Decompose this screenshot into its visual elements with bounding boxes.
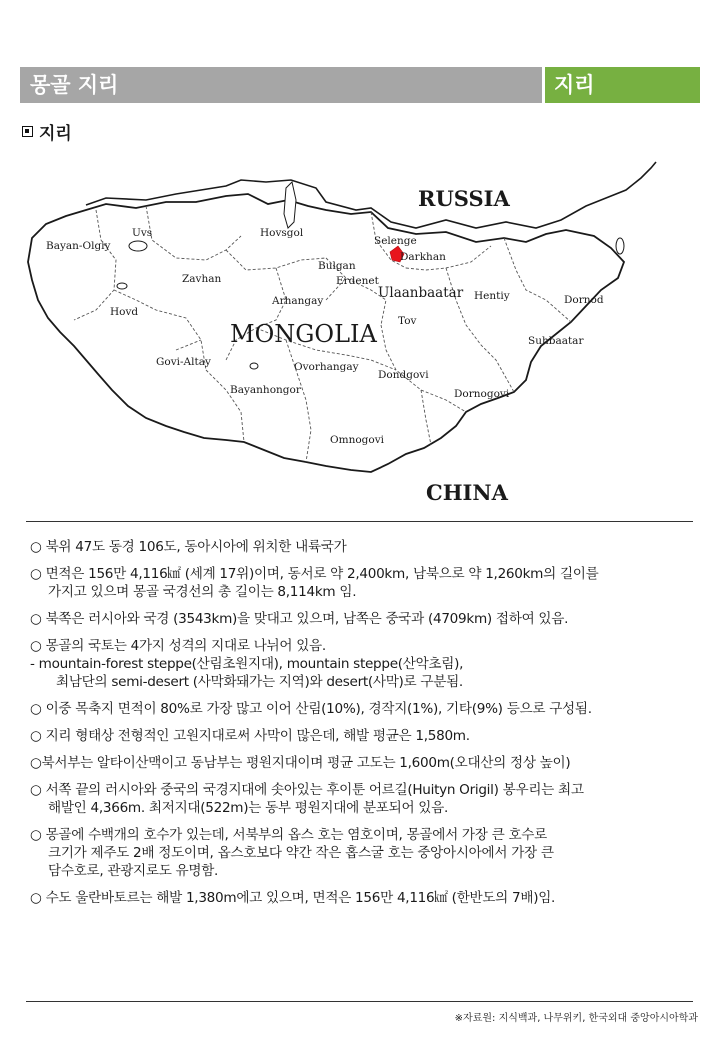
hovsgol-label: Hovsgol [260,227,304,239]
omnogovi-label: Omnogovi [330,434,384,446]
bullet-item [30,826,710,880]
section-heading [22,119,72,144]
bullet-line: ○ 몽골의 국토는 4가지 성격의 지대로 나뉘어 있음. [30,638,326,654]
dornod-label: Dornod [564,294,604,306]
dondgovi-label: Dondgovi [378,369,429,381]
zavhan-label: Zavhan [182,273,222,285]
bullet-line: 크기가 제주도 2배 정도이며, 옵스호보다 약간 작은 홉스굴 호는 중앙아시아에서 가장 큰 [48,845,554,861]
govi-altay-label: Govi-Altay [156,356,211,368]
ulaanbaatar-label: Ulaanbaatar [378,285,464,301]
suhbaatar-label: Suhbaatar [528,335,584,347]
bullet-item [30,637,710,691]
bullet-item [30,781,710,817]
bottom-divider [26,1001,693,1002]
bullet-line: ○ 몽골에 수백개의 호수가 있는데, 서북부의 옵스 호는 염호이며, 몽골에서 가장 큰 호수로 [30,827,547,843]
small-lake [250,363,258,369]
sub-bullet [30,655,710,691]
bullet-line: ○ 서쪽 끝의 러시아와 중국의 국경지대에 솟아있는 후이툰 어르길(Huityn Origil) 봉우리는 최고 [30,782,584,798]
china-label: CHINA [426,480,508,505]
sub-bullet-line: - mountain-forest steppe(산림초원지대), mountain steppe(산악초림), [30,656,464,672]
baikal-shape [616,238,624,254]
bayanhongor-label: Bayanhongor [230,384,301,396]
bullet-line: ○ 북쪽은 러시아와 국경 (3543km)을 맞대고 있으며, 남쪽은 중국과 (4709km) 접하여 있음. [30,611,569,627]
mongolia-map [26,150,666,515]
mongolia-label: MONGOLIA [230,320,377,348]
arhangay-label: Arhangay [272,295,324,307]
bullet-item [30,538,710,556]
russia-label: RUSSIA [418,186,510,211]
erdenet-label: Erdenet [336,275,379,287]
top-divider [26,521,693,522]
bullet-item [30,727,710,745]
uvs-label: Uvs [132,227,153,239]
bullet-line: ○북서부는 알타이산맥이고 동남부는 평원지대이며 평균 고도는 1,600m(오대산의 정상 높이) [30,755,571,771]
geography-bullets [30,538,710,916]
bullet-item [30,610,710,628]
small-lake-2 [117,283,127,289]
section-title: 지리 [39,124,72,144]
bayan-olgiy-label: Bayan-Olgiy [46,240,111,252]
bullet-line: ○ 이중 목축지 면적이 80%로 가장 많고 이어 산림(10%), 경작지(1%), 기타(9%) 등으로 구성됨. [30,701,592,717]
bullet-line: ○ 지리 형태상 전형적인 고원지대로써 사막이 많은데, 해발 평균은 1,580m. [30,728,470,744]
ovorhangay-label: Ovorhangay [294,361,359,373]
sub-bullet-line: 최남단의 semi-desert (사막화돼가는 지역)와 desert(사막)로 구분됨. [56,674,463,690]
bullet-line: 담수호로, 관광지로도 유명함. [48,863,219,879]
bulgan-label: Bulgan [318,260,356,272]
bullet-item [30,754,710,772]
bullet-line: ○ 면적은 156만 4,116㎢ (세계 17위)이며, 동서로 약 2,400km, 남북으로 약 1,260km의 길이를 [30,566,599,582]
hovsgol-lake [284,182,296,228]
selenge-label: Selenge [374,235,417,247]
bullet-line: ○ 북위 47도 동경 106도, 동아시아에 위치한 내륙국가 [30,539,347,555]
bullet-item [30,700,710,718]
page-header [20,67,700,103]
bullet-item [30,565,710,601]
uvs-lake [129,241,147,251]
bullet-item [30,889,710,907]
dornogovi-label: Dornogovi [454,388,510,400]
bullet-line: 가지고 있으며 몽골 국경선의 총 길이는 8,114km 임. [48,584,357,600]
hentiy-label: Hentiy [474,290,510,302]
bullet-line: ○ 수도 울란바토르는 해발 1,380m에고 있으며, 면적은 156만 4,116㎢ (한반도의 7배)임. [30,890,556,906]
square-bullet-icon [22,126,33,137]
category-tag: 지리 [545,67,700,103]
source-footnote: ※자료원: 지식백과, 나무위키, 한국외대 중앙아시아학과 [454,1013,698,1024]
darkhan-label: Darkhan [400,251,446,263]
bullet-line: 해발인 4,366m. 최저지대(522m)는 동부 평원지대에 분포되어 있음. [48,800,448,816]
hovd-label: Hovd [110,306,139,318]
tov-label: Tov [398,315,417,327]
page-title: 몽골 지리 [20,67,542,103]
